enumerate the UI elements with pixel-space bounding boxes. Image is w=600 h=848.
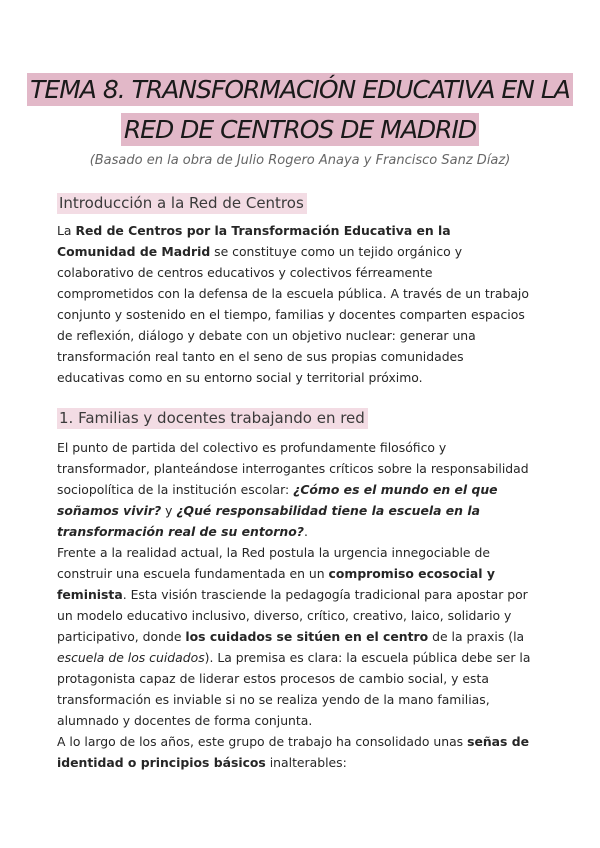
p1-question-2: ¿Qué responsabilidad tiene la escuela en la transformación real de su entorno? [57,503,480,539]
p1-question-1: ¿Cómo es el mundo en el que soñamos vivir? [57,482,498,518]
title-line-1: TEMA 8. TRANSFORMACIÓN EDUCATIVA EN LA [27,73,573,106]
intro-text-rest: se constituye como un tejido orgánico y colaborativo de centros educativos y colectivos férreamente comprometidos con la defensa de la escuela pública. A través de un trabajo conjunto y sostenido en el tiempo, familias y docentes comparten espacios de reflexión, diálogo y debate con un objetivo nuclear: generar una transformación real tanto en el seno de sus propias comunidades educativas como en su entorno social y territorial próximo. [57,244,529,385]
p2-italic-escuela: escuela de los cuidados [57,650,205,665]
section-1-heading [57,407,368,429]
p2-bold-cuidados: los cuidados se sitúen en el centro [185,629,429,644]
intro-text-start: La [57,223,76,238]
p1-end: . [303,524,308,539]
p2-bold-ecosocial: compromiso ecosocial y feminista [57,566,495,602]
p2-text-a: Frente a la realidad actual, la Red postula la urgencia innegociable de construir una escuela fundamentada en un [57,545,490,581]
intro-heading-text: Introducción a la Red de Centros [57,193,307,214]
title-line-2: RED DE CENTROS DE MADRID [121,113,479,146]
network-name-bold: Red de Centros por la Transformación Educativa en la Comunidad de Madrid [57,223,451,259]
p3-text-a: A lo largo de los años, este grupo de trabajo ha consolidado unas [57,734,468,749]
p2-text-e: ). La premisa es clara: la escuela pública debe ser la protagonista capaz de liderar estos procesos de cambio social, y esta transformación es inviable si no se realiza yendo de la mano familias, alumnado y docentes de forma conjunta. [57,650,531,728]
p1-connector: y [161,503,177,518]
intro-text [57,220,532,388]
intro-paragraph [57,220,532,388]
intro-heading [57,192,307,214]
p2-text-d: de la praxis (la [428,629,525,644]
section-1-heading-text: 1. Familias y docentes trabajando en red [57,408,368,429]
section-1-paragraph-3 [57,731,532,773]
section-1-body [57,437,532,773]
p2-text-c: . Esta visión trasciende la pedagogía tradicional para apostar por un modelo educativo inclusivo, diverso, crítico, creativo, laico, solidario y participativo, donde [57,587,528,644]
p3-bold-principles: señas de identidad o principios básicos [57,734,529,770]
document-subtitle: (Basado en la obra de Julio Rogero Anaya y Francisco Sanz Díaz) [89,153,511,168]
document-title [0,70,600,150]
p1-text: El punto de partida del colectivo es profundamente filosófico y transformador, planteándose interrogantes críticos sobre la responsabilidad sociopolítica de la institución escolar: [57,440,529,497]
section-1-paragraph-1 [57,437,532,542]
section-1-paragraph-2 [57,542,532,731]
p3-text-c: inalterables: [265,755,347,770]
